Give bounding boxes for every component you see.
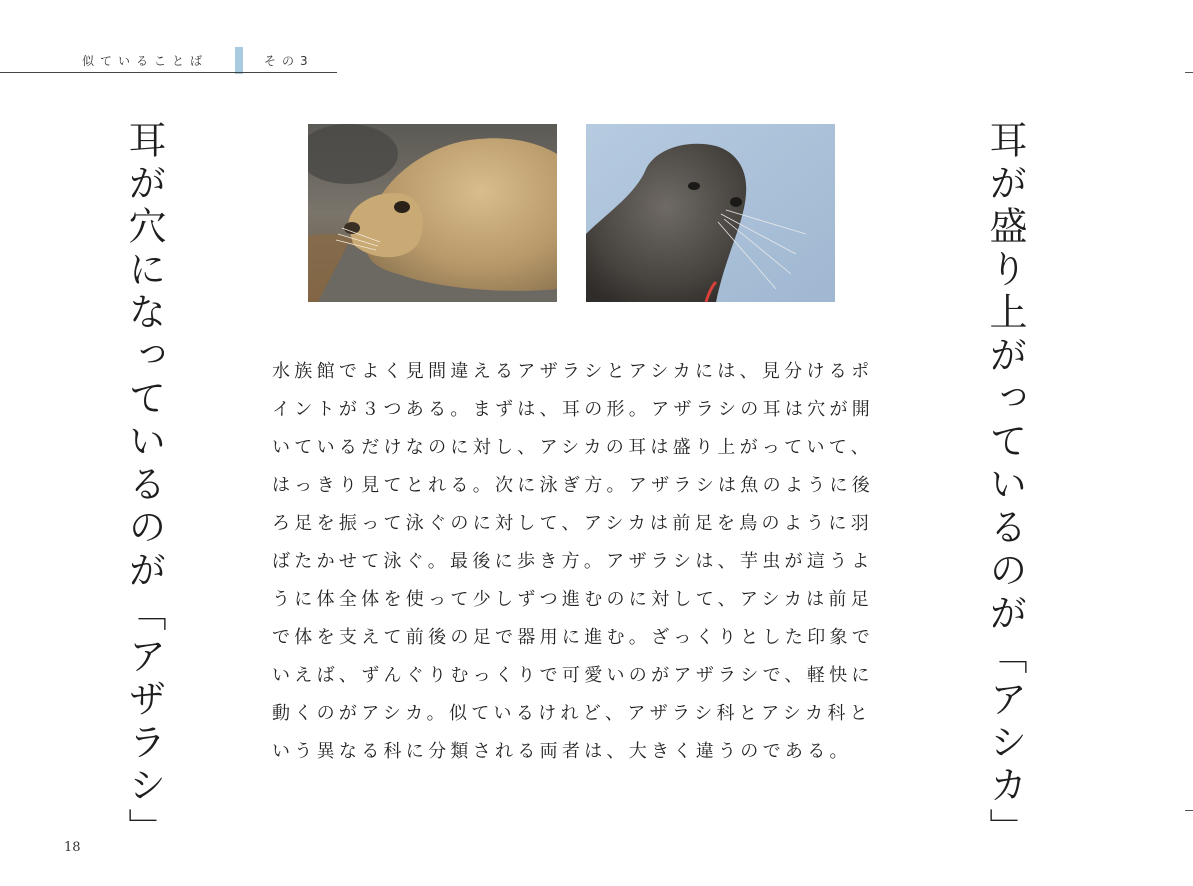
page-number: 18 [64, 840, 81, 855]
body-line: はっきり見てとれる。次に泳ぎ方。アザラシは魚のように後 [272, 475, 875, 496]
body-line: いているだけなのに対し、アシカの耳は盛り上がっていて、 [272, 437, 874, 458]
sea-lion-photo [586, 124, 835, 302]
body-line: イントが３つある。まずは、耳の形。アザラシの耳は穴が開 [272, 399, 875, 420]
crop-mark-bottom [1185, 810, 1193, 811]
body-line: いえば、ずんぐりむっくりで可愛いのがアザラシで、軽快に [272, 665, 874, 686]
header-accent-bar [235, 47, 243, 74]
body-line: ばたかせて泳ぐ。最後に歩き方。アザラシは、芋虫が這うよ [272, 551, 874, 572]
section-label: 似ていることば [82, 54, 209, 68]
right-vertical-caption: 耳が盛り上がっているのが「アシカ」 [983, 120, 1027, 851]
seal-photo [308, 124, 557, 302]
body-paragraph [272, 353, 882, 771]
body-line: 動くのがアシカ。似ているけれど、アザラシ科とアシカ科と [272, 703, 872, 724]
header-rule [0, 72, 337, 73]
left-vertical-caption: 耳が穴になっているのが「アザラシ」 [122, 120, 166, 851]
body-line: 水族館でよく見間違えるアザラシとアシカには、見分けるポ [272, 361, 874, 382]
section-sub-label: その3 [264, 54, 314, 68]
body-line: で体を支えて前後の足で器用に進む。ざっくりとした印象で [272, 627, 875, 648]
crop-mark-top [1185, 72, 1193, 73]
body-line: うに体全体を使って少しずつ進むのに対して、アシカは前足 [272, 589, 874, 610]
body-line: いう異なる科に分類される両者は、大きく違うのである。 [272, 741, 852, 762]
body-line: ろ足を振って泳ぐのに対して、アシカは前足を鳥のように羽 [272, 513, 874, 534]
